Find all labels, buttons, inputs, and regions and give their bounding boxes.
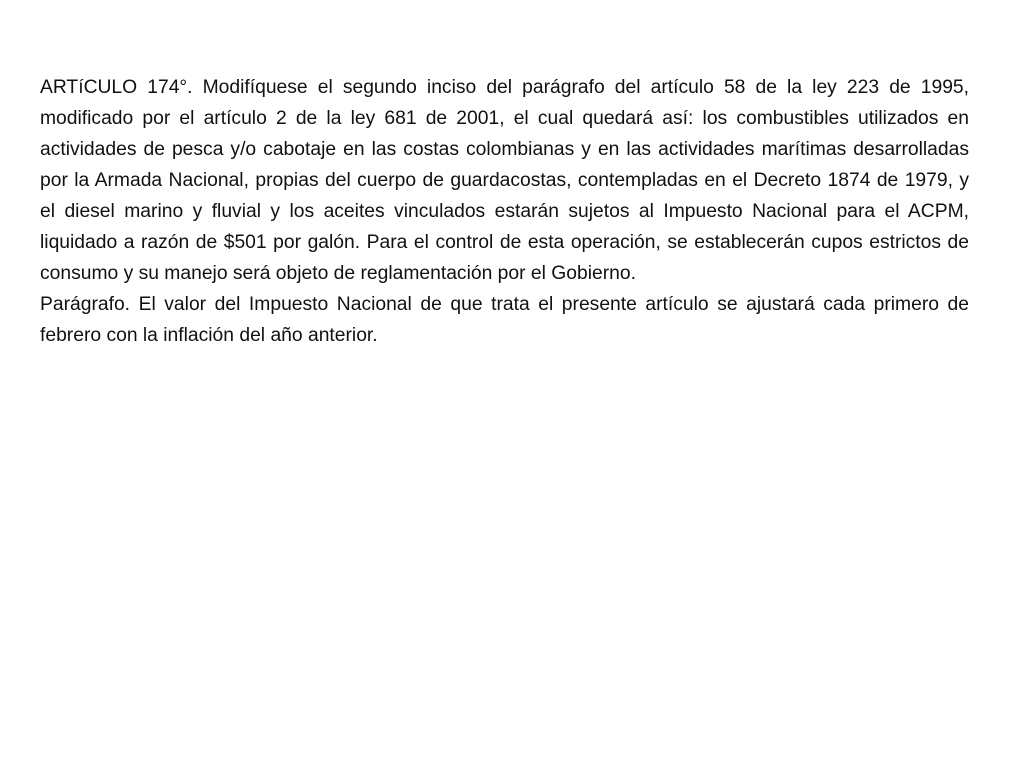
article-text-block: [40, 72, 969, 351]
article-paragraph: ARTíCULO 174°. Modifíquese el segundo inciso del parágrafo del artículo 58 de la ley 223 de 1995, modificado por el artículo 2 de la ley 681 de 2001, el cual quedará así: los combustibles utilizados en actividades de pesca y/o cabotaje en las costas colombianas y en las actividades marítimas desarrolladas por la Armada Nacional, propias del cuerpo de guardacostas, contempladas en el Decreto 1874 de 1979, y el diesel marino y fluvial y los aceites vinculados estarán sujetos al Impuesto Nacional para el ACPM, liquidado a razón de $501 por galón. Para el control de esta operación, se establecerán cupos estrictos de consumo y su manejo será objeto de reglamentación por el Gobierno.: [40, 77, 969, 284]
paragrafo-paragraph: Parágrafo. El valor del Impuesto Nacional de que trata el presente artículo se ajustará cada primero de febrero con la inflación del año anterior.: [40, 294, 969, 346]
